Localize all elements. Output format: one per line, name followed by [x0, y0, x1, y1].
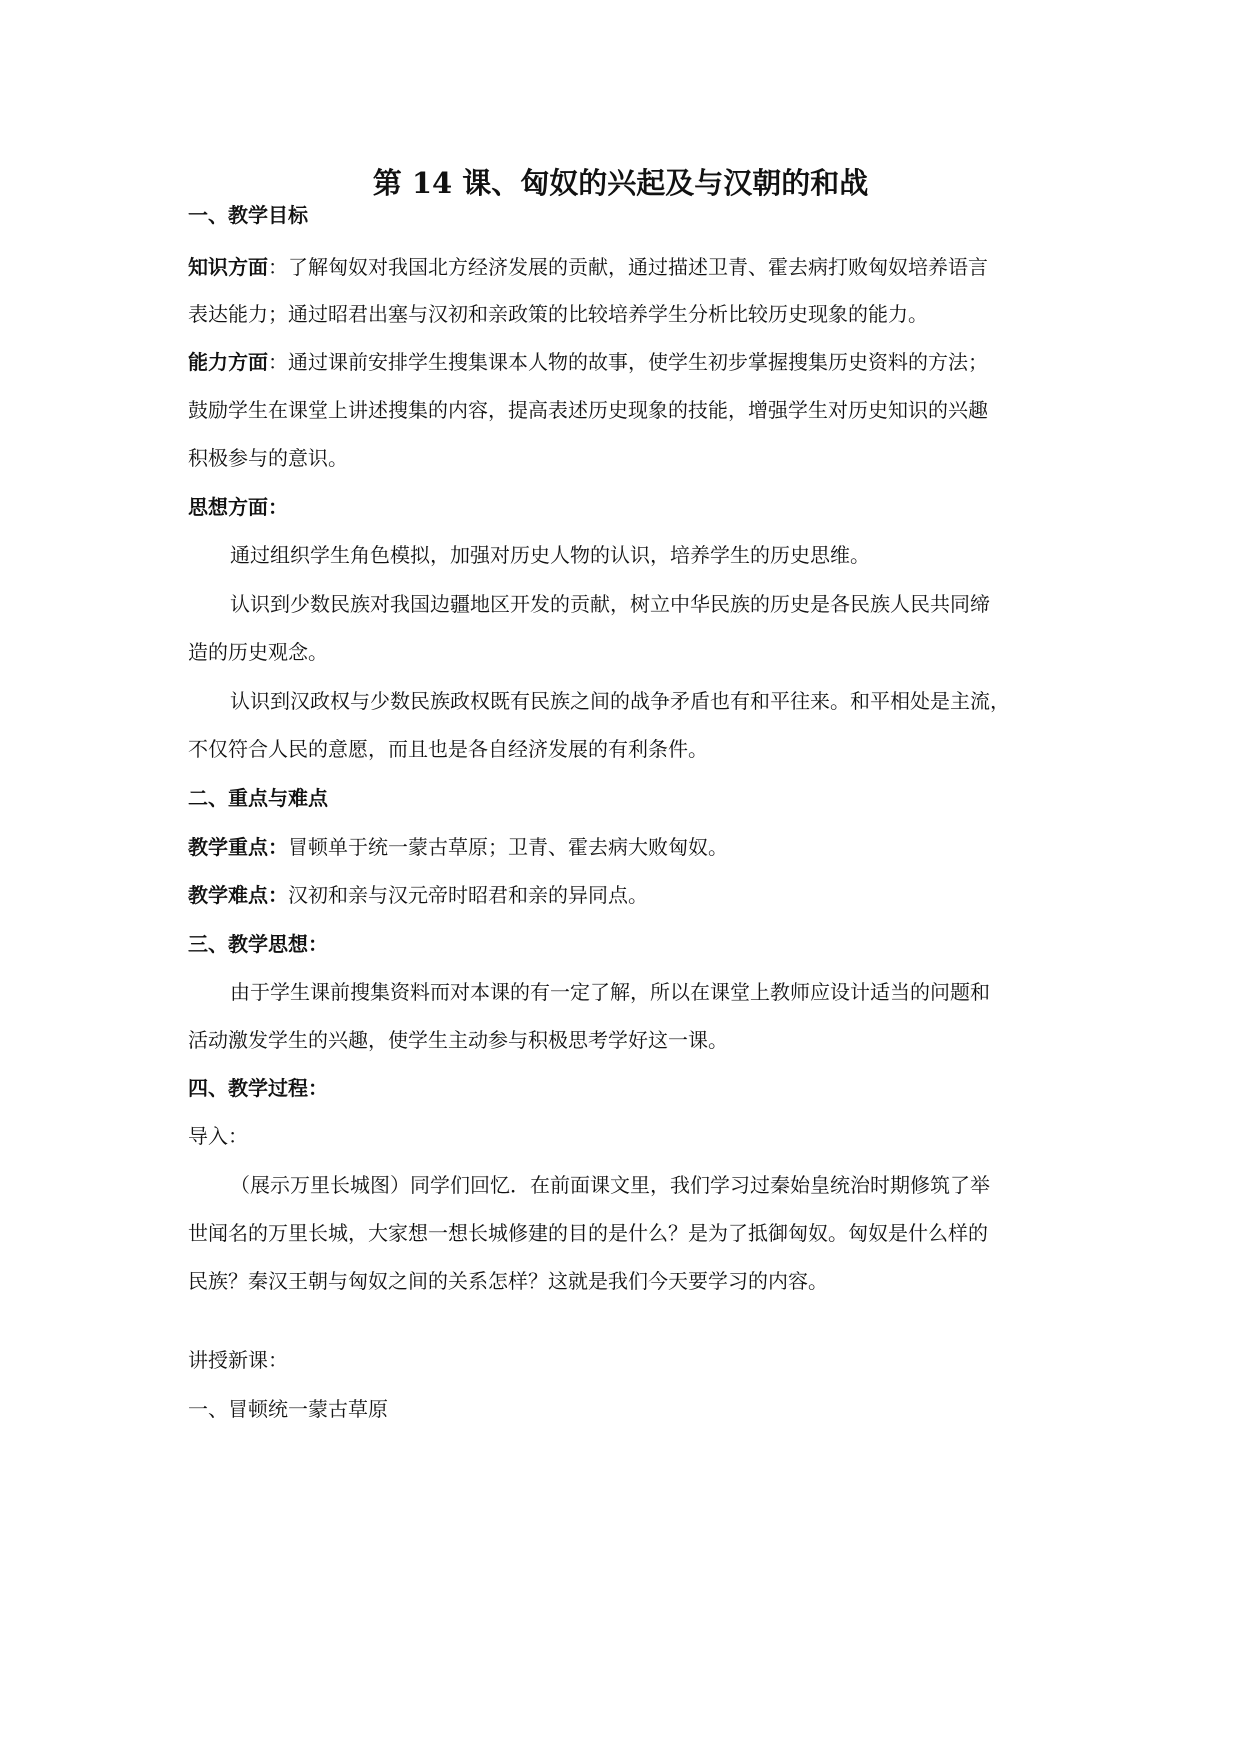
teaching-difficulty-text: 汉初和亲与汉元帝时昭君和亲的异同点。: [288, 883, 648, 907]
ability-line-3: 积极参与的意识。: [188, 446, 348, 470]
intro-line-2: 世闻名的万里长城，大家想一想长城修建的目的是什么？是为了抵御匈奴。匈奴是什么样的: [188, 1221, 988, 1245]
section-heading-key-points: 二、重点与难点: [188, 786, 328, 810]
knowledge-text-1: ：了解匈奴对我国北方经济发展的贡献，通过描述卫青、霍去病打败匈奴培养语言: [268, 255, 988, 279]
lesson-subheading-1: 一、冒顿统一蒙古草原: [188, 1397, 388, 1421]
intro-label: 导入：: [188, 1124, 248, 1148]
thought-label: 思想方面：: [188, 495, 288, 519]
ability-label: 能力方面: [188, 350, 268, 374]
ability-text-1: ：通过课前安排学生搜集课本人物的故事，使学生初步掌握搜集历史资料的方法；: [268, 350, 988, 374]
thought-paragraph-1: 通过组织学生角色模拟，加强对历史人物的认识，培养学生的历史思维。: [230, 543, 870, 567]
intro-line-3: 民族？秦汉王朝与匈奴之间的关系怎样？这就是我们今天要学习的内容。: [188, 1269, 828, 1293]
teaching-difficulty-label: 教学难点：: [188, 883, 288, 907]
teaching-focus-text: 冒顿单于统一蒙古草原；卫青、霍去病大败匈奴。: [288, 835, 728, 859]
knowledge-label: 知识方面: [188, 255, 268, 279]
section-heading-idea: 三、教学思想：: [188, 932, 328, 956]
idea-line-1: 由于学生课前搜集资料而对本课的有一定了解，所以在课堂上教师应设计适当的问题和: [230, 980, 990, 1004]
thought-paragraph-3-line-1: 认识到汉政权与少数民族政权既有民族之间的战争矛盾也有和平往来。和平相处是主流，: [230, 689, 1010, 713]
ability-line-1: [188, 345, 988, 379]
teaching-focus-label: 教学重点：: [188, 835, 288, 859]
new-lesson-label: 讲授新课：: [188, 1348, 288, 1372]
intro-line-1: （展示万里长城图）同学们回忆．在前面课文里，我们学习过秦始皇统治时期修筑了举: [230, 1173, 990, 1197]
section-heading-process: 四、教学过程：: [188, 1076, 328, 1100]
knowledge-line-2: 表达能力；通过昭君出塞与汉初和亲政策的比较培养学生分析比较历史现象的能力。: [188, 302, 928, 326]
thought-paragraph-2-line-1: 认识到少数民族对我国边疆地区开发的贡献，树立中华民族的历史是各民族人民共同缔: [230, 592, 990, 616]
teaching-focus-line: [188, 830, 728, 864]
thought-paragraph-3-line-2: 不仅符合人民的意愿，而且也是各自经济发展的有利条件。: [188, 737, 708, 761]
idea-line-2: 活动激发学生的兴趣，使学生主动参与积极思考学好这一课。: [188, 1028, 728, 1052]
page-title: 第 14 课、匈奴的兴起及与汉朝的和战: [372, 166, 869, 200]
section-heading-objectives: 一、教学目标: [188, 203, 308, 227]
thought-paragraph-2-line-2: 造的历史观念。: [188, 640, 328, 664]
knowledge-line-1: [188, 250, 988, 284]
teaching-difficulty-line: [188, 878, 648, 912]
ability-line-2: 鼓励学生在课堂上讲述搜集的内容，提高表述历史现象的技能，增强学生对历史知识的兴趣: [188, 398, 988, 422]
